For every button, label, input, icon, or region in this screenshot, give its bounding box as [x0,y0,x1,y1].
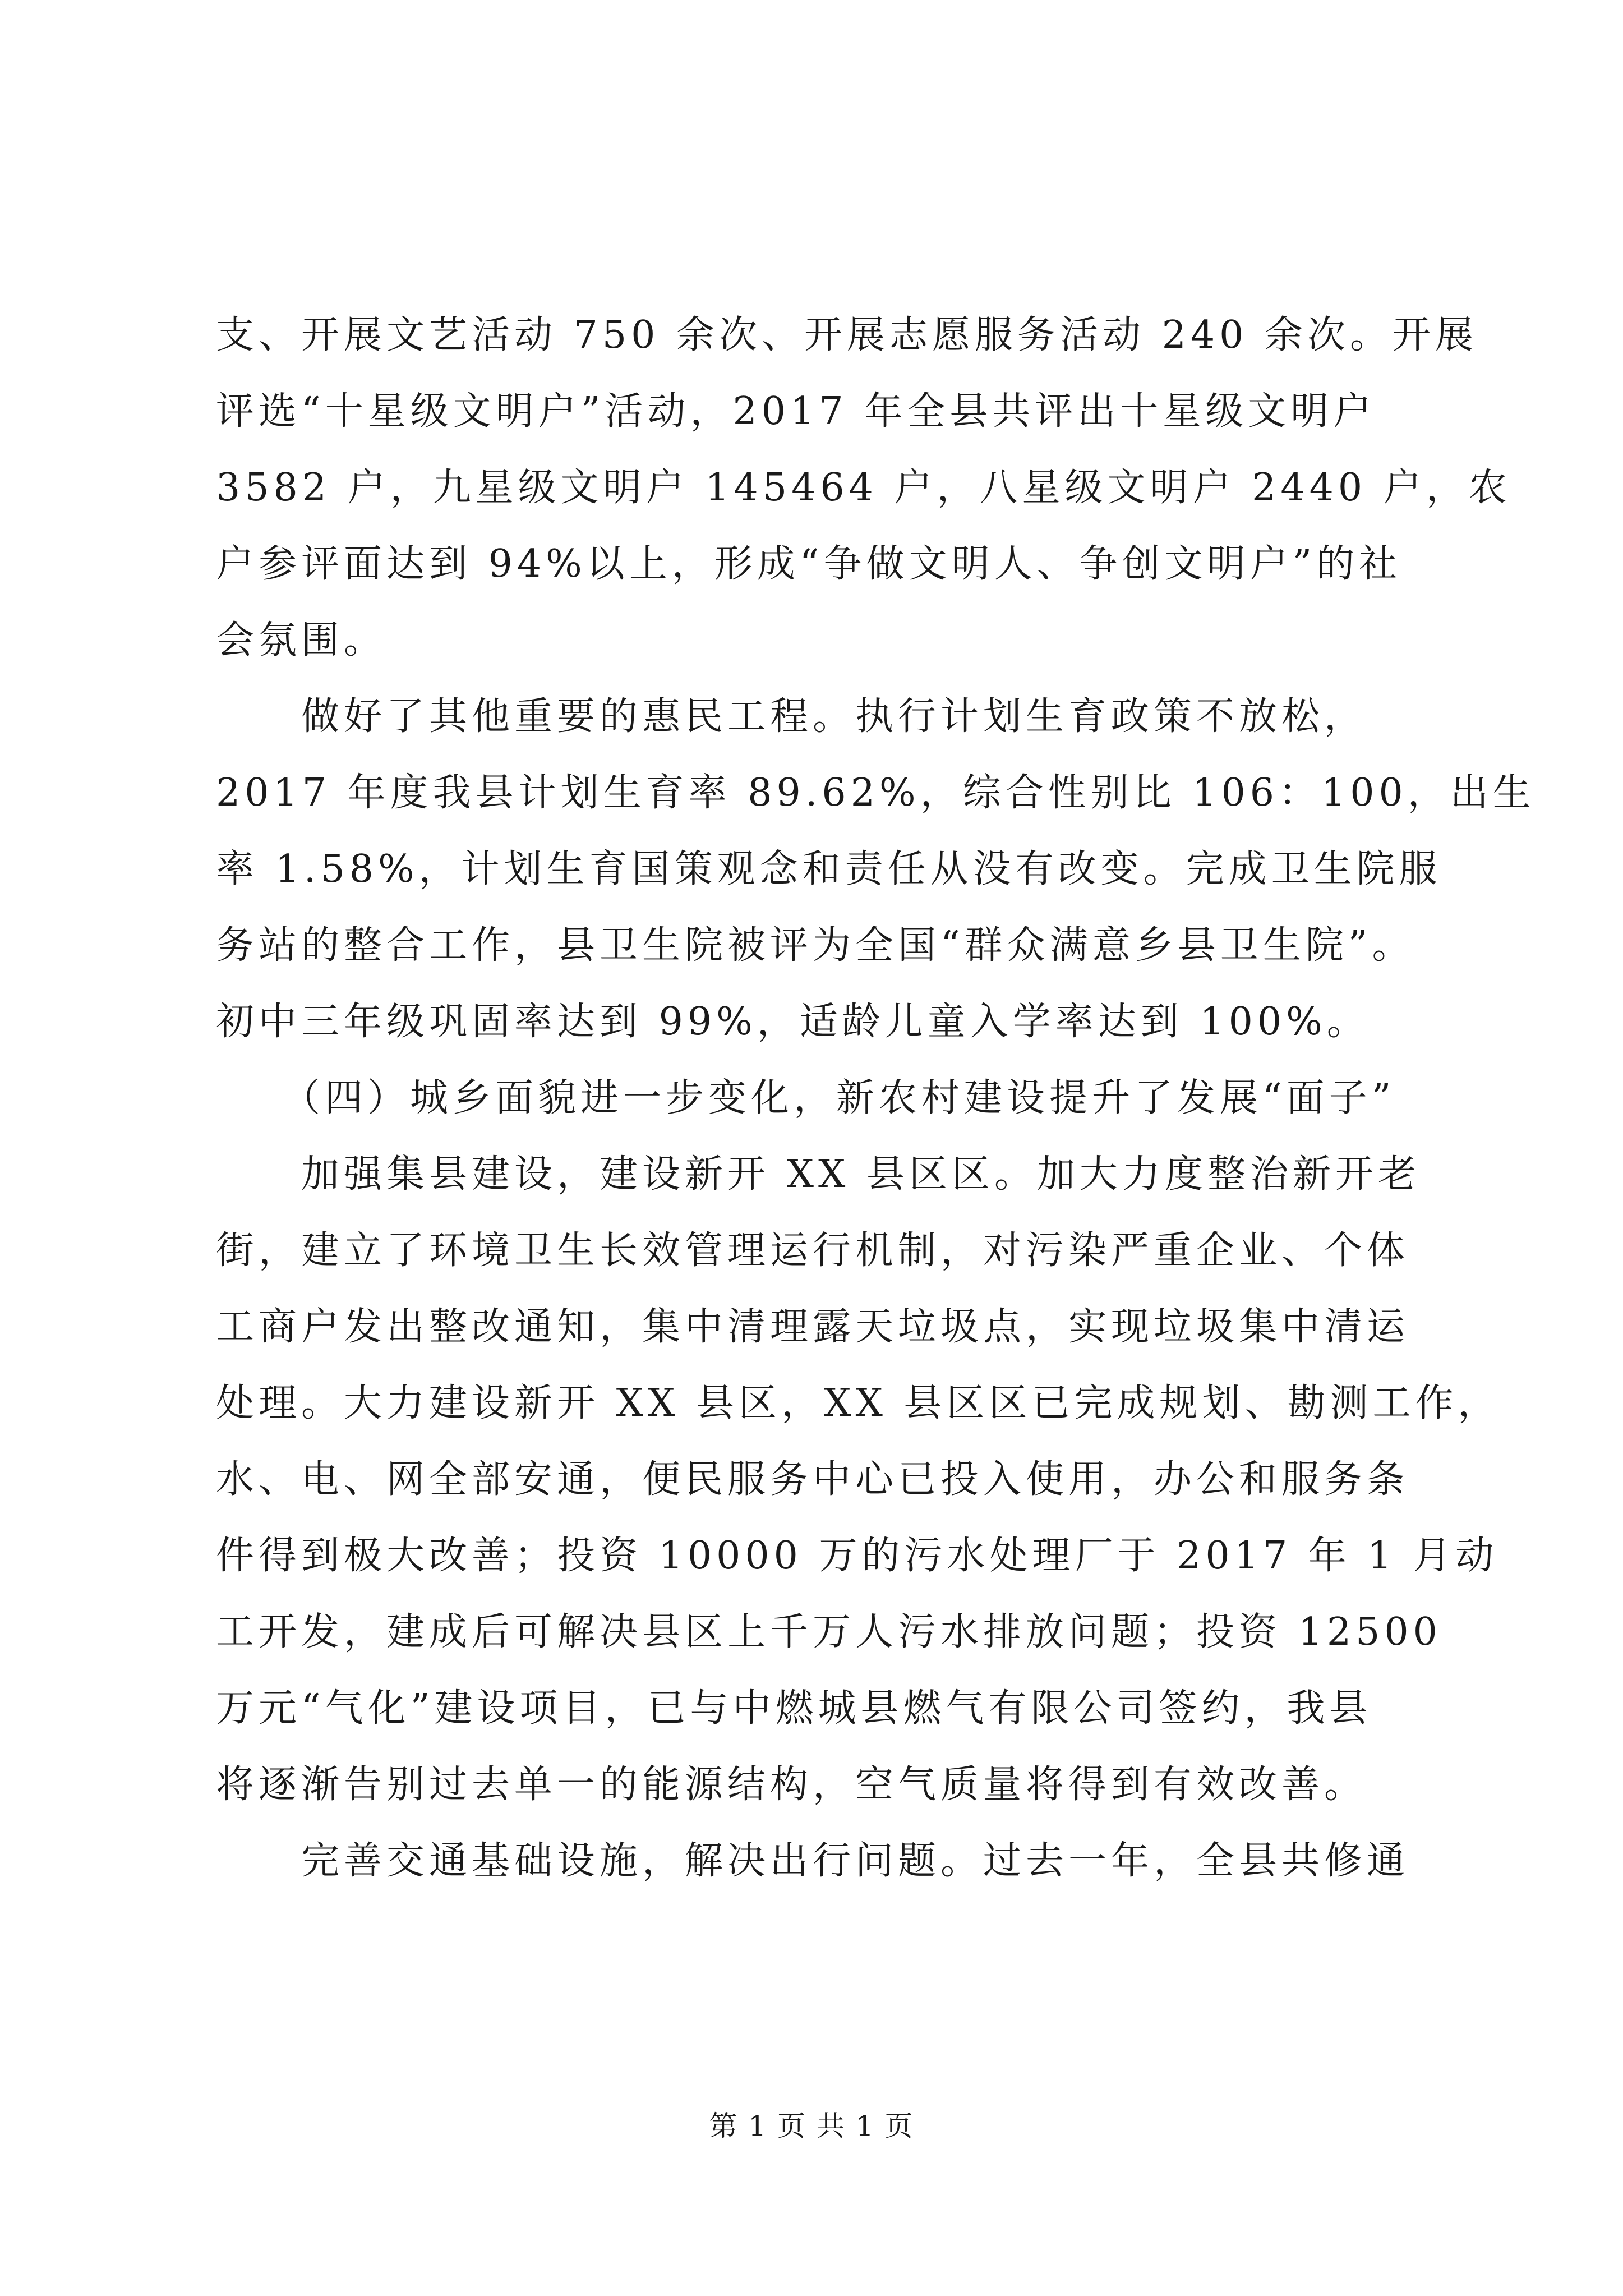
text-line: 加强集县建设，建设新开 XX 县区区。加大力度整治新开老 [216,1152,1421,1197]
text-line: 初中三年级巩固率达到 99%，适龄儿童入学率达到 100%。 [216,1000,1370,1044]
page-footer: 第 1 页 共 1 页 [709,2110,914,2142]
text-line: 工开发，建成后可解决县区上千万人污水排放问题；投资 12500 [216,1610,1442,1654]
text-line: 将逐渐告别过去单一的能源结构，空气质量将得到有效改善。 [216,1763,1367,1807]
text-line: 完善交通基础设施，解决出行问题。过去一年，全县共修通 [216,1839,1410,1883]
text-line: 务站的整合工作，县卫生院被评为全国“群众满意乡县卫生院”。 [216,923,1415,968]
text-line: 评选“十星级文明户”活动，2017 年全县共评出十星级文明户 [216,389,1376,434]
text-line: 支、开展文艺活动 750 余次、开展志愿服务活动 240 余次。开展 [216,313,1478,357]
text-line: 3582 户，九星级文明户 145464 户，八星级文明户 2440 户，农 [216,466,1511,510]
text-line: 处理。大力建设新开 XX 县区，XX 县区区已完成规划、勘测工作， [216,1381,1501,1425]
text-line: 件得到极大改善；投资 10000 万的污水处理厂于 2017 年 1 月动 [216,1534,1498,1578]
text-line: 2017 年度我县计划生育率 89.62%，综合性别比 106：100，出生 [216,771,1536,815]
text-line: 工商户发出整改通知，集中清理露天垃圾点，实现垃圾集中清运 [216,1305,1410,1349]
section-heading: （四）城乡面貌进一步变化，新农村建设提升了发展“面子” [216,1076,1396,1120]
text-line: 率 1.58%，计划生育国策观念和责任从没有改变。完成卫生院服 [216,847,1442,891]
text-line: 做好了其他重要的惠民工程。执行计划生育政策不放松， [216,694,1367,739]
body-text [216,297,1536,1899]
text-line: 会氛围。 [216,618,387,662]
text-line: 万元“气化”建设项目，已与中燃城县燃气有限公司签约，我县 [216,1686,1372,1731]
text-line: 街，建立了环境卫生长效管理运行机制，对污染严重企业、个体 [216,1228,1410,1273]
text-line: 户参评面达到 94%以上，形成“争做文明人、争创文明户”的社 [216,542,1402,586]
text-line: 水、电、网全部安通，便民服务中心已投入使用，办公和服务条 [216,1457,1410,1502]
